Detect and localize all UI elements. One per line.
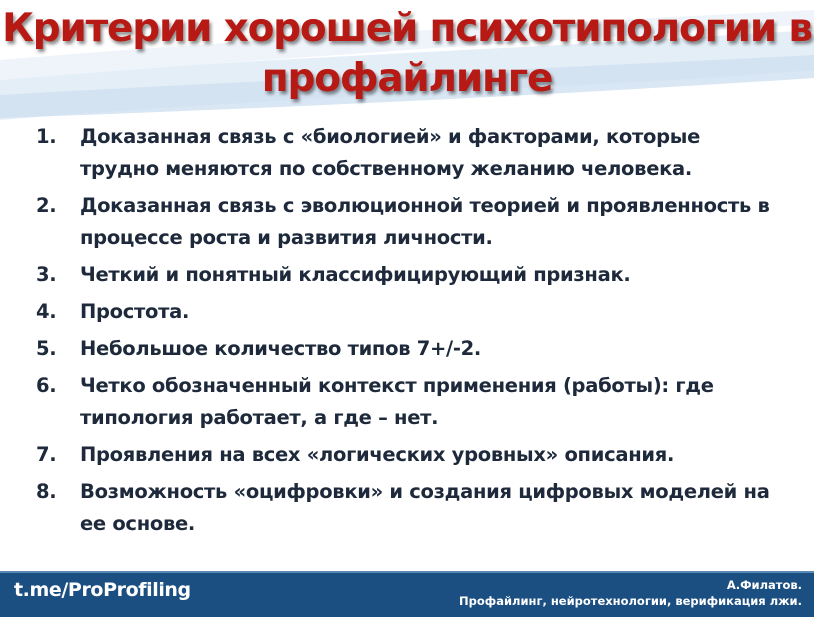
list-item <box>36 476 776 540</box>
list-item-text: Возможность «оцифровки» и создания цифровых моделей на ее основе. <box>80 480 770 535</box>
list-item-number: 8. <box>36 480 57 503</box>
list-item-text: Простота. <box>80 300 190 323</box>
list-item <box>36 190 776 254</box>
list-item <box>36 439 776 471</box>
footer-bar <box>0 571 814 617</box>
list-item <box>36 370 776 434</box>
list-item-text: Доказанная связь с «биологией» и факторами, которые трудно меняются по собственному желанию человека. <box>80 125 701 180</box>
list-item-number: 5. <box>36 337 57 360</box>
list-item-text: Четко обозначенный контекст применения (работы): где типология работает, а где – нет. <box>80 374 714 429</box>
title-line-1: Критерии хорошей психотипологии в <box>2 6 812 51</box>
list-item <box>36 333 776 365</box>
title-line-2: профайлинге <box>261 56 553 101</box>
telegram-channel-link[interactable]: t.me/ProProfiling <box>14 579 191 601</box>
list-item-text: Доказанная связь с эволюционной теорией и проявленность в процессе роста и развития личности. <box>80 194 770 249</box>
list-item-number: 7. <box>36 443 57 466</box>
list-item <box>36 296 776 328</box>
list-item-number: 4. <box>36 300 57 323</box>
author-name: А.Филатов. <box>726 578 802 592</box>
footer-credits <box>459 577 802 609</box>
page-title <box>0 4 814 104</box>
list-item-number: 1. <box>36 125 57 148</box>
list-item <box>36 121 776 185</box>
criteria-list <box>36 121 776 545</box>
list-item-text: Проявления на всех «логических уровных» описания. <box>80 443 675 466</box>
list-item-number: 6. <box>36 374 57 397</box>
list-item-text: Четкий и понятный классифицирующий признак. <box>80 263 631 286</box>
list-item-number: 3. <box>36 263 57 286</box>
list-item <box>36 259 776 291</box>
list-item-text: Небольшое количество типов 7+/-2. <box>80 337 482 360</box>
list-item-number: 2. <box>36 194 57 217</box>
author-tagline: Профайлинг, нейротехнологии, верификация лжи. <box>459 594 802 608</box>
